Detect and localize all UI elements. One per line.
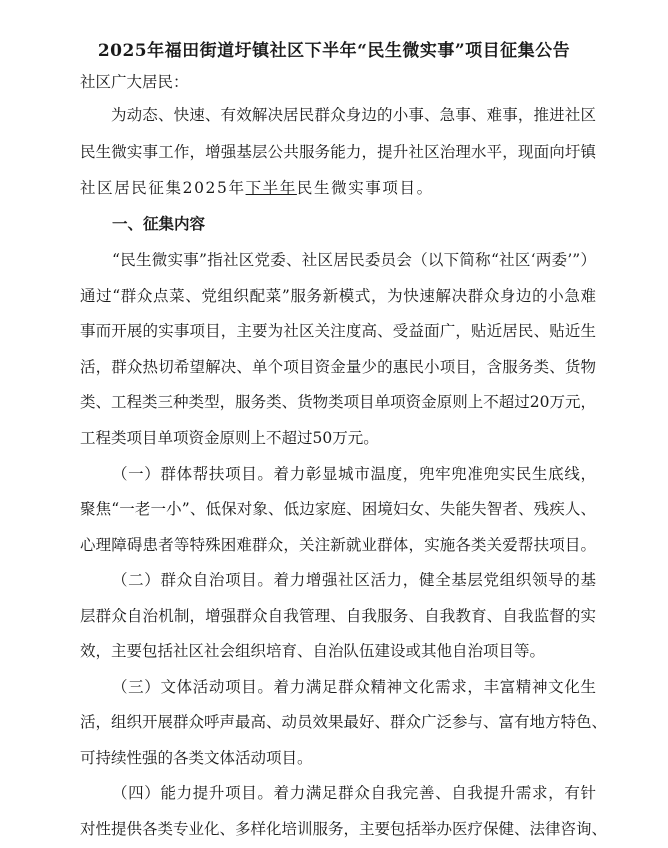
- intro-suffix: 民生微实事项目。: [296, 179, 434, 197]
- intro-prefix: 社区居民征集: [80, 179, 183, 197]
- item1-line-3: 心理障碍患者等特殊困难群众，关注新就业群体，实施各类关爱帮扶项目。: [80, 536, 596, 554]
- intro-line-3: [80, 176, 596, 198]
- para1-line-5: 类、工程类三种类型，服务类、货物类项目单项资金原则上不超过20万元，: [80, 393, 596, 411]
- intro-line-2: 民生微实事工作，增强基层公共服务能力，提升社区治理水平，现面向圩镇: [80, 143, 596, 161]
- item3-line-1: （三）文体活动项目。着力满足群众精神文化需求，丰富精神文化生: [112, 678, 596, 696]
- para1-line-4: 活，群众热切希望解决、单个项目资金量少的惠民小项目，含服务类、货物: [80, 358, 596, 376]
- document-title: 2025年福田街道圩镇社区下半年“民生微实事”项目征集公告: [97, 41, 571, 61]
- item3-line-2: 活，组织开展群众呼声最高、动员效果最好、群众广泛参与、富有地方特色、: [80, 713, 608, 731]
- intro-half-year: 下半年: [245, 179, 297, 197]
- item4-line-1: （四）能力提升项目。着力满足群众自我完善、自我提升需求，有针: [112, 784, 596, 802]
- intro-year-suffix: 年: [228, 179, 246, 197]
- item1-line-1: （一）群体帮扶项目。着力彰显城市温度，兜牢兜准兜实民生底线，: [112, 465, 596, 483]
- section-1-heading: 一、征集内容: [112, 215, 206, 233]
- item4-line-2: 对性提供各类专业化、多样化培训服务，主要包括举办医疗保健、法律咨询、: [80, 820, 608, 838]
- item2-line-2: 层群众自治机制，增强群众自我管理、自我服务、自我教育、自我监督的实: [80, 607, 596, 625]
- intro-year: 2025: [182, 179, 229, 197]
- para1-line-1: “民生微实事”指社区党委、社区居民委员会（以下简称“社区‘两委’”）: [112, 251, 596, 269]
- para1-line-6: 工程类项目单项资金原则上不超过50万元。: [80, 429, 379, 447]
- item1-line-2: 聚焦“一老一小”、低保对象、低边家庭、困境妇女、失能失智者、残疾人、: [80, 500, 596, 518]
- salutation: 社区广大居民：: [80, 73, 189, 91]
- item2-line-1: （二）群众自治项目。着力增强社区活力，健全基层党组织领导的基: [112, 571, 596, 589]
- item2-line-3: 效，主要包括社区社会组织培育、自治队伍建设或其他自治项目等。: [80, 642, 546, 660]
- item3-line-3: 可持续性强的各类文体活动项目。: [80, 749, 313, 767]
- intro-line-1: 为动态、快速、有效解决居民群众身边的小事、急事、难事，推进社区: [111, 106, 596, 124]
- para1-line-2: 通过“群众点菜、党组织配菜”服务新模式，为快速解决群众身边的小急难: [80, 287, 596, 305]
- para1-line-3: 事而开展的实事项目，主要为社区关注度高、受益面广，贴近居民、贴近生: [80, 322, 596, 340]
